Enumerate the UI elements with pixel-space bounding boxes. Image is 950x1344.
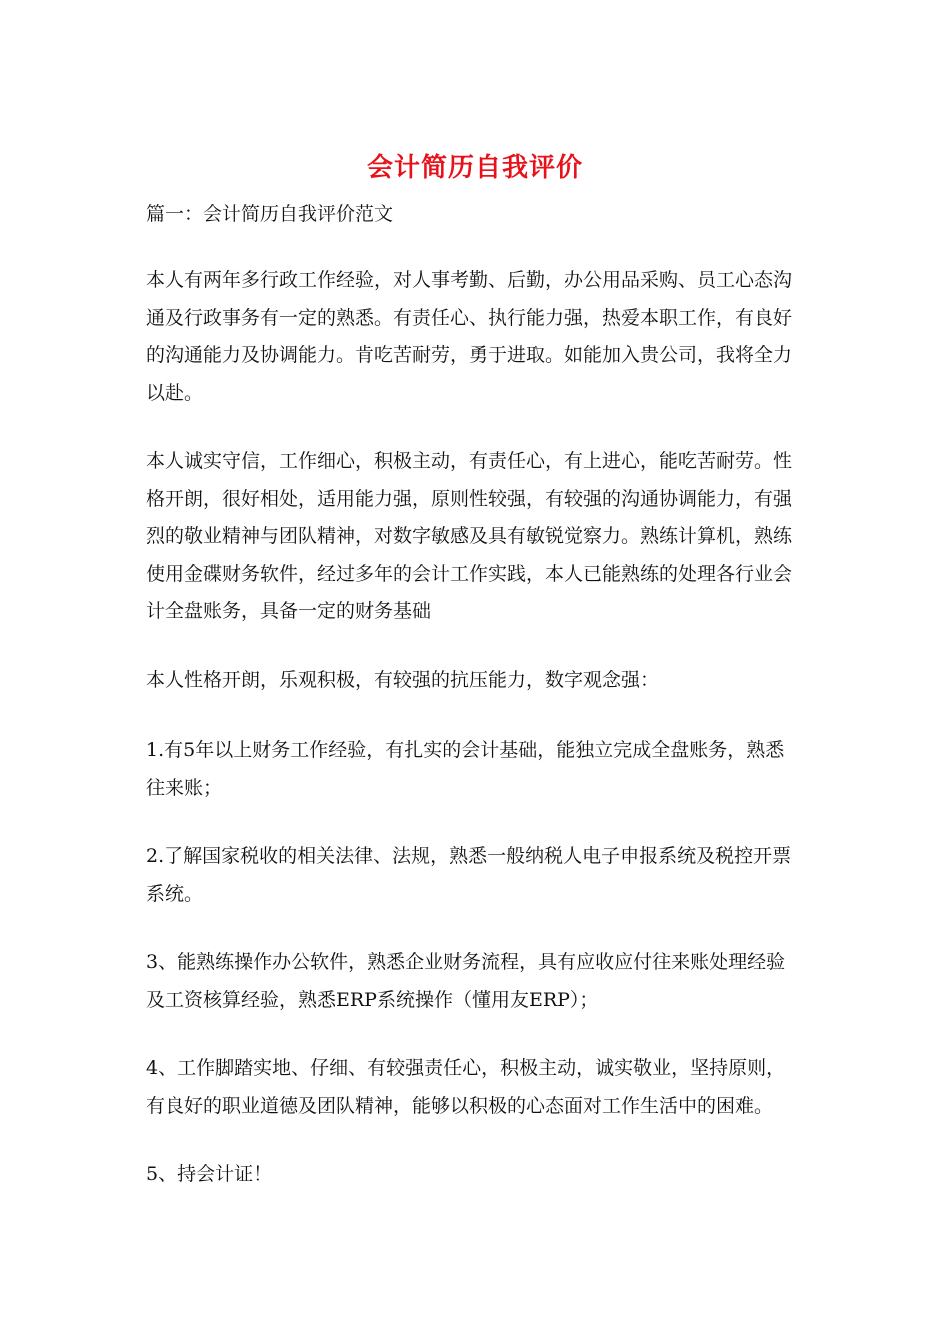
paragraph-line: 往来账；	[146, 776, 223, 799]
list-item-2	[146, 838, 806, 913]
paragraph-line: 计全盘账务，具备一定的财务基础	[146, 600, 432, 622]
paragraph-line: 本人性格开朗，乐观积极，有较强的抗压能力，数字观念强：	[146, 669, 660, 691]
document-title: 会计简历自我评价	[366, 153, 583, 183]
paragraph-line: 4、工作脚踏实地、仔细、有较强责任心，积极主动，诚实敬业，坚持原则，	[146, 1057, 786, 1079]
paragraph-line: 及工资核算经验，熟悉ERP系统操作（懂用友ERP）；	[146, 988, 599, 1011]
paragraph-line: 使用金碟财务软件，经过多年的会计工作实践，本人已能熟练的处理各行业会	[146, 562, 793, 585]
paragraph-intro-list	[146, 662, 806, 700]
paragraph-line: 1.有5年以上财务工作经验，有扎实的会计基础，能独立完成全盘账务，熟悉	[146, 739, 785, 761]
section-heading: 篇一：会计简历自我评价范文	[146, 203, 394, 225]
paragraph-line: 5、持会计证！	[146, 1163, 273, 1185]
list-item-1	[146, 732, 806, 807]
list-item-3	[146, 944, 806, 1019]
paragraph-line: 本人诚实守信，工作细心，积极主动，有责任心，有上进心，能吃苦耐劳。性	[146, 450, 793, 472]
paragraph-line: 烈的敬业精神与团队精神，对数字敏感及具有敏锐觉察力。熟练计算机，熟练	[146, 525, 793, 547]
paragraph-admin-experience	[146, 262, 806, 412]
list-item-4	[146, 1050, 806, 1125]
paragraph-line: 通及行政事务有一定的熟悉。有责任心、执行能力强，热爱本职工作，有良好	[146, 306, 793, 329]
paragraph-line: 2.了解国家税收的相关法律、法规，熟悉一般纳税人电子申报系统及税控开票	[146, 845, 792, 867]
paragraph-line: 3、能熟练操作办公软件，熟悉企业财务流程，具有应收应付往来账处理经验	[146, 951, 786, 973]
paragraph-line: 有良好的职业道德及团队精神，能够以积极的心态面对工作生活中的困难。	[146, 1094, 774, 1117]
paragraph-line: 格开朗，很好相处，适用能力强，原则性较强，有较强的沟通协调能力，有强	[146, 487, 793, 510]
paragraph-line: 的沟通能力及协调能力。肯吃苦耐劳，勇于进取。如能加入贵公司，我将全力	[146, 344, 793, 366]
paragraph-line: 系统。	[146, 882, 204, 905]
paragraph-personality	[146, 443, 806, 631]
paragraph-line: 以赴。	[146, 381, 204, 404]
list-item-5	[146, 1156, 806, 1194]
paragraph-line: 本人有两年多行政工作经验，对人事考勤、后勤，办公用品采购、员工心态沟	[146, 269, 793, 291]
